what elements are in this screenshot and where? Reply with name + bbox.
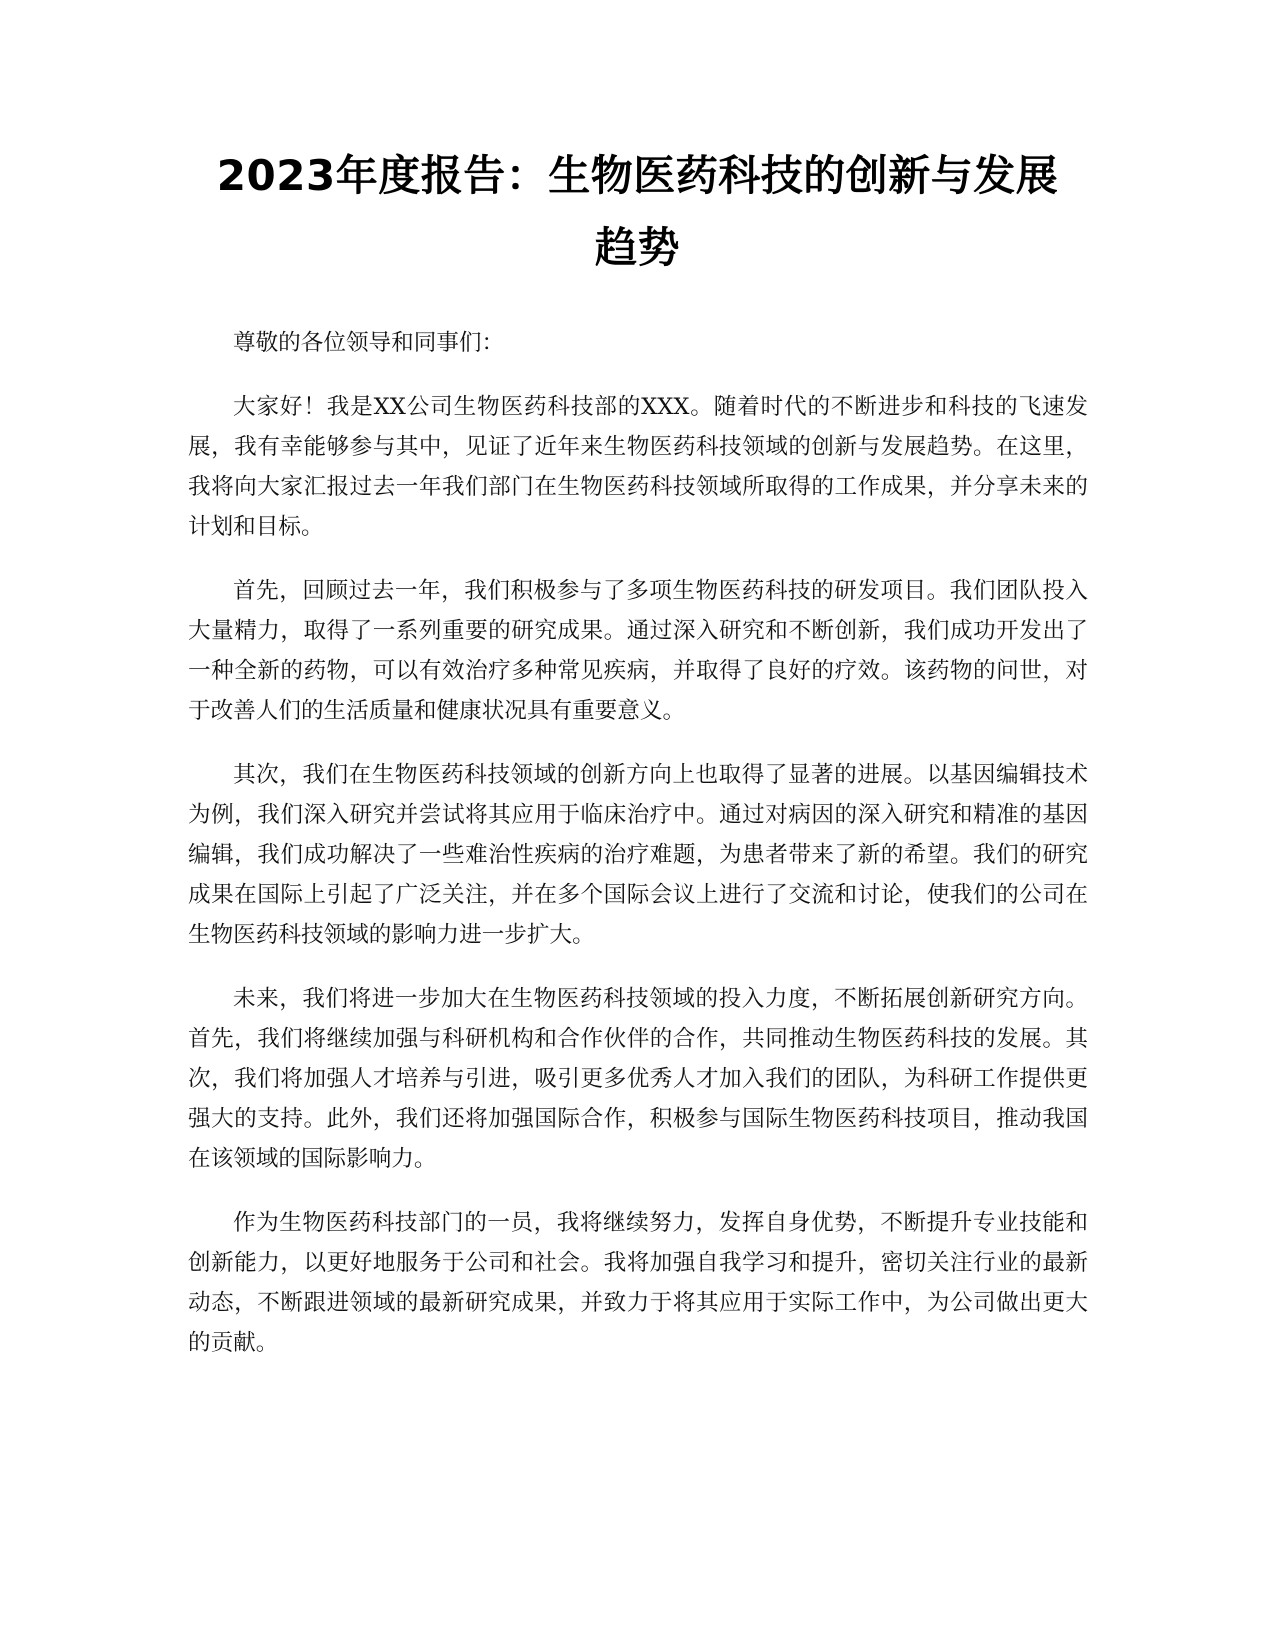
paragraph-1: 大家好！我是XX公司生物医药科技部的XXX。随着时代的不断进步和科技的飞速发展，我有幸能够参与其中，见证了近年来生物医药科技领域的创新与发展趋势。在这里，我将向大家汇报过去一年我们部门在生物医药科技领域所取得的工作成果，并分享未来的计划和目标。 (188, 394, 1088, 540)
paragraph-4: 未来，我们将进一步加大在生物医药科技领域的投入力度，不断拓展创新研究方向。首先，我们将继续加强与科研机构和合作伙伴的合作，共同推动生物医药科技的发展。其次，我们将加强人才培养与引进，吸引更多优秀人才加入我们的团队，为科研工作提供更强大的支持。此外，我们还将加强国际合作，积极参与国际生物医药科技项目，推动我国在该领域的国际影响力。 (188, 986, 1088, 1172)
document-body (188, 323, 1088, 1387)
title-line-2: 趋势 (594, 223, 680, 272)
document-title (150, 140, 1125, 284)
paragraph-3: 其次，我们在生物医药科技领域的创新方向上也取得了显著的进展。以基因编辑技术为例，我们深入研究并尝试将其应用于临床治疗中。通过对病因的深入研究和精准的基因编辑，我们成功解决了一些难治性疾病的治疗难题，为患者带来了新的希望。我们的研究成果在国际上引起了广泛关注，并在多个国际会议上进行了交流和讨论，使我们的公司在生物医药科技领域的影响力进一步扩大。 (188, 762, 1088, 948)
greeting: 尊敬的各位领导和同事们： (233, 330, 505, 356)
paragraph-5: 作为生物医药科技部门的一员，我将继续努力，发挥自身优势，不断提升专业技能和创新能力，以更好地服务于公司和社会。我将加强自我学习和提升，密切关注行业的最新动态，不断跟进领域的最新研究成果，并致力于将其应用于实际工作中，为公司做出更大的贡献。 (188, 1210, 1088, 1356)
paragraph-2: 首先，回顾过去一年，我们积极参与了多项生物医药科技的研发项目。我们团队投入大量精力，取得了一系列重要的研究成果。通过深入研究和不断创新，我们成功开发出了一种全新的药物，可以有效治疗多种常见疾病，并取得了良好的疗效。该药物的问世，对于改善人们的生活质量和健康状况具有重要意义。 (188, 578, 1088, 724)
title-line-1: 2023年度报告：生物医药科技的创新与发展 (216, 151, 1059, 200)
